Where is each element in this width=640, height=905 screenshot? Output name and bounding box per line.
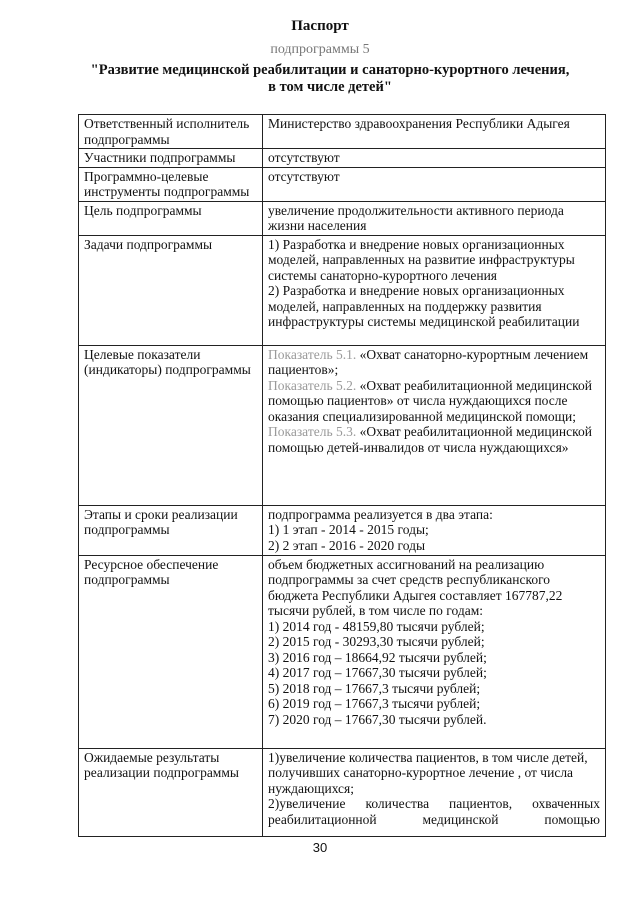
heading-line-2: в том числе детей" xyxy=(268,79,392,95)
row-label: Задачи подпрограммы xyxy=(79,235,263,345)
table-row xyxy=(79,555,606,748)
table-row xyxy=(79,748,606,836)
document-title: Паспорт xyxy=(291,18,349,34)
indicator-prefix: Показатель 5.2. xyxy=(268,377,357,393)
result-line: 1)увеличение количества пациентов, в том числе детей, получивших санаторно-курортное лечение , от числа нуждающихся; xyxy=(268,749,588,796)
indicator-item xyxy=(268,378,600,425)
funding-line: 3) 2016 год – 18664,92 тысячи рублей; xyxy=(268,649,487,665)
indicator-item xyxy=(268,424,600,455)
result-line: 2)увеличение количества пациентов, охваченных реабилитационной медицинской помощью xyxy=(268,796,600,827)
funding-line: 4) 2017 год – 17667,30 тысячи рублей; xyxy=(268,665,487,680)
row-value xyxy=(263,345,606,505)
indicator-text: «Охват санаторно-курортным лечением пациентов»; xyxy=(268,346,589,377)
row-value: Министерство здравоохранения Республики Адыгея xyxy=(263,115,606,149)
table-row xyxy=(79,345,606,505)
stage-line: подпрограмма реализуется в два этапа: xyxy=(268,506,493,522)
row-label: Этапы и сроки реализации подпрограммы xyxy=(79,505,263,555)
row-value: увеличение продолжительности активного периода жизни населения xyxy=(263,201,606,235)
indicator-text: «Охват реабилитационной медицинской помощью детей-инвалидов от числа нуждающихся» xyxy=(268,424,592,455)
row-value xyxy=(263,505,606,555)
table-row xyxy=(79,235,606,345)
table-row xyxy=(79,115,606,149)
document-heading xyxy=(60,62,600,96)
heading-line-1: "Развитие медицинской реабилитации и санаторно-курортного лечения, xyxy=(90,62,570,78)
stage-line: 1) 1 этап - 2014 - 2015 годы; xyxy=(268,522,429,537)
passport-table xyxy=(78,114,606,837)
document-subtitle: подпрограммы 5 xyxy=(270,42,370,57)
funding-line: 7) 2020 год – 17667,30 тысячи рублей. xyxy=(268,711,487,727)
row-value xyxy=(263,555,606,748)
row-label: Целевые показатели (индикаторы) подпрограммы xyxy=(79,345,263,505)
indicator-prefix: Показатель 5.1. xyxy=(268,346,357,362)
table-row xyxy=(79,201,606,235)
row-label: Ответственный исполнитель подпрограммы xyxy=(79,115,263,149)
row-label: Ожидаемые результаты реализации подпрограммы xyxy=(79,748,263,836)
table-row xyxy=(79,505,606,555)
row-label: Ресурсное обеспечение подпрограммы xyxy=(79,555,263,748)
funding-line: 1) 2014 год - 48159,80 тысячи рублей; xyxy=(268,618,485,634)
task-item: 2) Разработка и внедрение новых организационных моделей, направленных на поддержку развития инфраструктуры системы медицинской реабилитации xyxy=(268,283,580,329)
funding-line: 5) 2018 год – 17667,3 тысячи рублей; xyxy=(268,680,481,696)
stage-line: 2) 2 этап - 2016 - 2020 годы xyxy=(268,537,426,553)
row-value xyxy=(263,235,606,345)
funding-line: 6) 2019 год – 17667,3 тысячи рублей; xyxy=(268,696,481,711)
row-value xyxy=(263,748,606,836)
table-row xyxy=(79,149,606,168)
indicator-prefix: Показатель 5.3. xyxy=(268,424,357,439)
row-label: Цель подпрограммы xyxy=(79,201,263,235)
task-item: 1) Разработка и внедрение новых организационных моделей, направленных на развитие инфраструктуры системы санаторно-курортного лечения xyxy=(268,236,575,283)
row-value: отсутствуют xyxy=(263,149,606,168)
row-label: Участники подпрограммы xyxy=(79,149,263,168)
funding-line: 2) 2015 год - 30293,30 тысячи рублей; xyxy=(268,634,485,649)
indicator-text: «Охват реабилитационной медицинской помощью пациентов» от числа нуждающихся после оказания специализированной медицинской помощи; xyxy=(268,377,592,424)
page-number: 30 xyxy=(312,840,328,855)
row-value: отсутствуют xyxy=(263,167,606,201)
funding-line: объем бюджетных ассигнований на реализацию подпрограммы за счет средств республиканского бюджета Республики Адыгея составляет 167787,22 тысячи рублей, в том числе по годам: xyxy=(268,556,563,618)
row-label: Программно-целевые инструменты подпрограммы xyxy=(79,167,263,201)
indicator-item xyxy=(268,347,600,378)
table-row xyxy=(79,167,606,201)
